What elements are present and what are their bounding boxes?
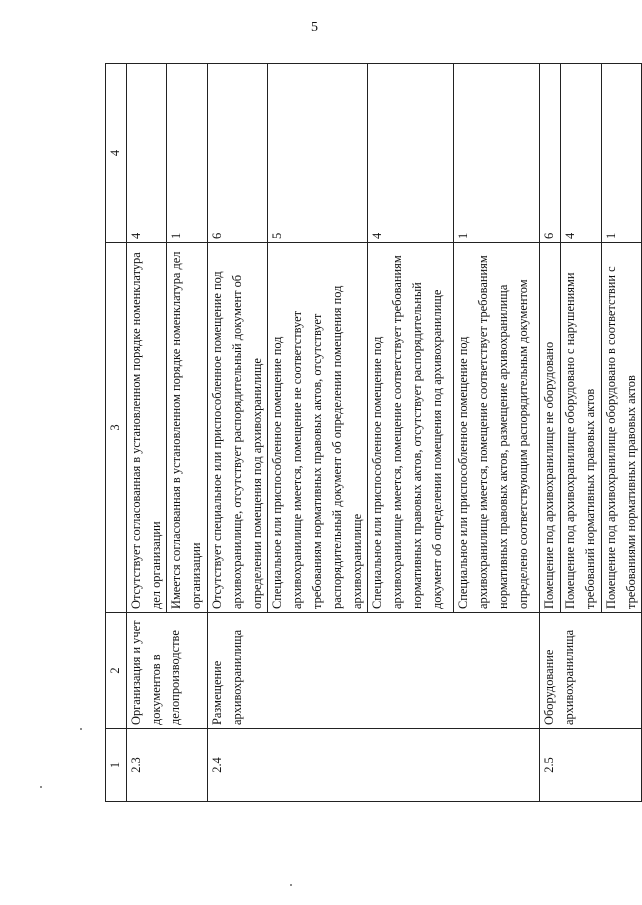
criterion-score: 5 xyxy=(268,64,368,243)
item-number: 2.3 xyxy=(126,729,207,802)
table-header-row xyxy=(106,64,127,802)
criterion-score: 1 xyxy=(601,64,642,243)
criterion-text: Специальное или приспособленное помещение под архивохранилище имеется, помещение не соответствует требованиям нормативных правовых актов, отсутствует распорядительный документ об определении помещения под архивохранилище xyxy=(268,243,368,613)
criterion-text: Помещение под архивохранилище не оборудовано xyxy=(540,243,561,613)
table-row xyxy=(207,64,267,802)
header-cell-4: 4 xyxy=(106,64,127,243)
page-number: 5 xyxy=(311,20,318,35)
criterion-text: Отсутствует специальное или приспособленное помещение под архивохранилище, отсутствует распорядительный документ об определении помещения под архивохранилище xyxy=(207,243,267,613)
criterion-score: 6 xyxy=(207,64,267,243)
header-cell-3: 3 xyxy=(106,243,127,613)
criterion-score: 4 xyxy=(126,64,167,243)
criterion-score: 1 xyxy=(454,64,540,243)
item-title: Размещение архивохранилища xyxy=(207,613,539,729)
criterion-text: Специальное или приспособленное помещение под архивохранилище имеется, помещение соответствует требованиям нормативных правовых актов, отсутствует распорядительный документ об определении помещения под архивохранилище xyxy=(368,243,454,613)
table-row xyxy=(126,64,167,802)
criteria-table xyxy=(105,63,642,802)
item-number: 2.4 xyxy=(207,729,539,802)
header-cell-2: 2 xyxy=(106,613,127,729)
table-row xyxy=(540,64,561,802)
criterion-text: Специальное или приспособленное помещение под архивохранилище имеется, помещение соответствует требованиям нормативных правовых актов, размещение архивохранилища определено соответствующим распорядительным документом xyxy=(454,243,540,613)
criterion-text: Помещение под архивохранилище оборудовано в соответствии с требованиями нормативных правовых актов xyxy=(601,243,642,613)
criterion-text: Имеется согласованная в установленном порядке номенклатура дел организации xyxy=(167,243,208,613)
criterion-score: 4 xyxy=(561,64,602,243)
criterion-score: 4 xyxy=(368,64,454,243)
criterion-score: 6 xyxy=(540,64,561,243)
header-cell-1: 1 xyxy=(106,729,127,802)
item-title: Оборудование архивохранилища xyxy=(540,613,642,729)
scan-speck xyxy=(80,728,82,730)
item-number: 2.5 xyxy=(540,729,642,802)
criterion-score: 1 xyxy=(167,64,208,243)
rotated-table-wrapper xyxy=(105,64,638,802)
scan-speck xyxy=(290,884,292,886)
criterion-text: Отсутствует согласованная в установленном порядке номенклатура дел организации xyxy=(126,243,167,613)
item-title: Организация и учет документов в делопроизводстве xyxy=(126,613,207,729)
criterion-text: Помещение под архивохранилище оборудовано с нарушениями требований нормативных правовых актов xyxy=(561,243,602,613)
scan-speck xyxy=(40,786,42,788)
